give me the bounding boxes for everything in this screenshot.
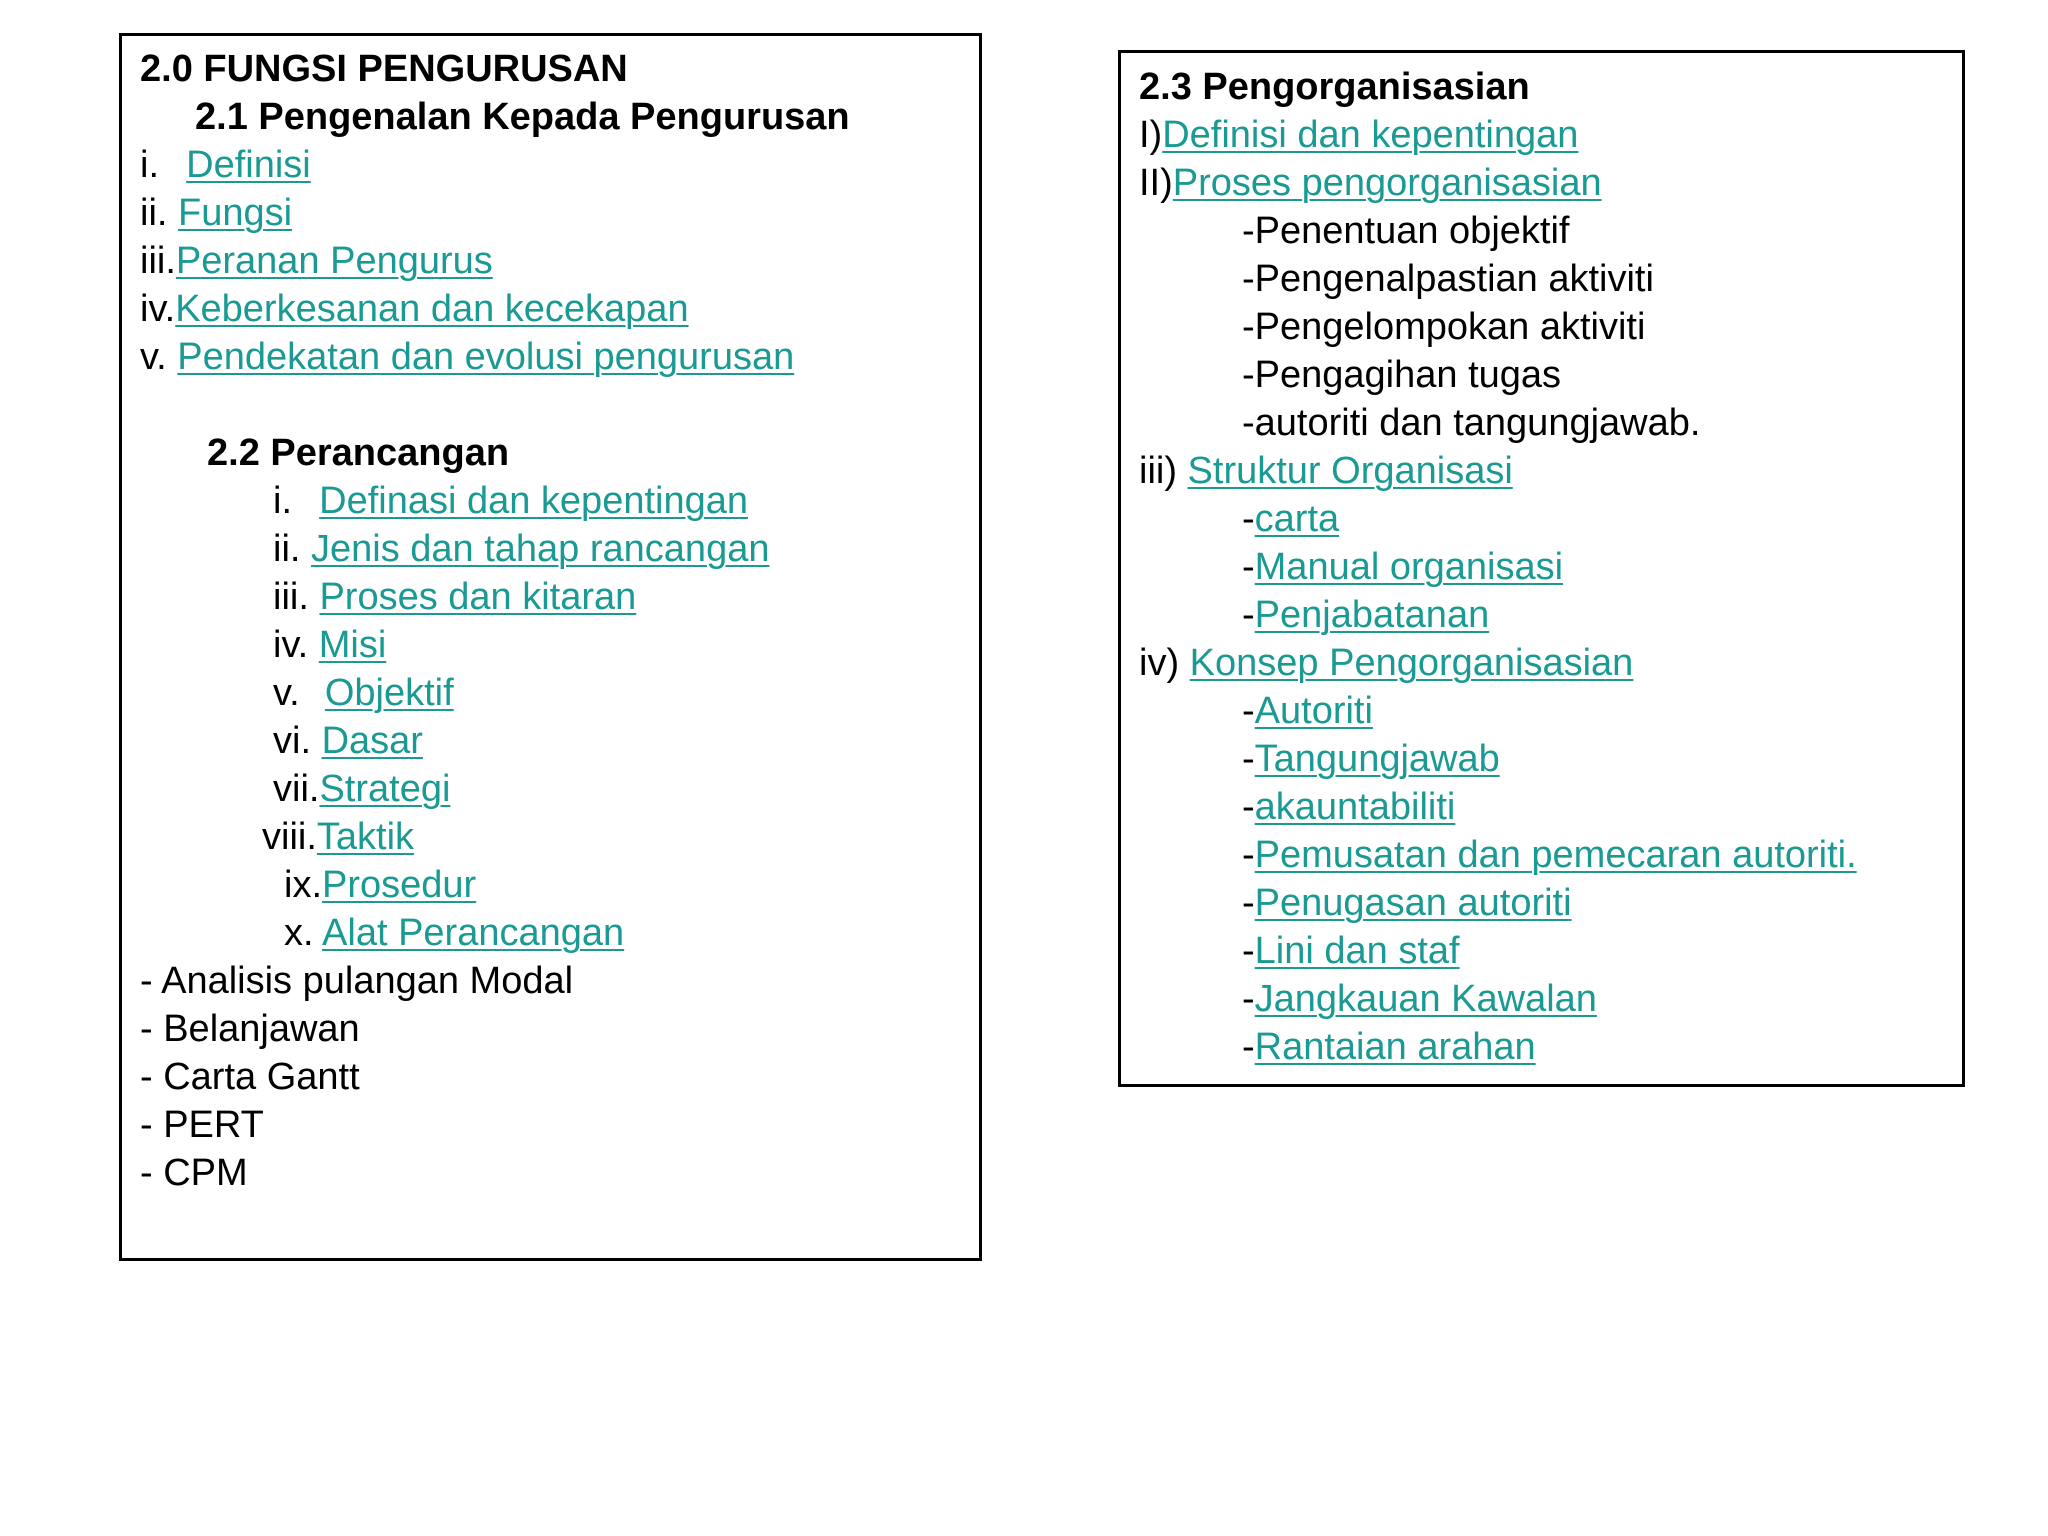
section-2-2-title: 2.2 Perancangan	[207, 432, 510, 474]
link-alat-perancangan[interactable]: Alat Perancangan	[322, 912, 625, 954]
link-jenis-dan-tahap-rancangan[interactable]: Jenis dan tahap rancangan	[311, 528, 770, 570]
section-2-1-title: 2.1 Pengenalan Kepada Pengurusan	[195, 96, 850, 138]
item-prefix: ii.	[140, 192, 178, 234]
link-pendekatan-dan-evolusi-pengurusan[interactable]: Pendekatan dan evolusi pengurusan	[177, 336, 795, 378]
tool-item: - Analisis pulangan Modal	[140, 960, 574, 1002]
process-step: -Pengelompokan aktiviti	[1242, 306, 1646, 348]
item-prefix: II)	[1139, 162, 1173, 204]
process-step: -Pengagihan tugas	[1242, 354, 1562, 396]
link-strategi[interactable]: Strategi	[319, 768, 451, 810]
dash-marker: -	[1242, 546, 1255, 588]
list-item	[273, 669, 454, 717]
list-item	[1139, 447, 1513, 495]
dash-marker: -	[1242, 594, 1255, 636]
link-struktur-organisasi[interactable]: Struktur Organisasi	[1187, 450, 1513, 492]
item-prefix: iii.	[140, 240, 176, 282]
list-item	[273, 765, 450, 813]
item-prefix: vi.	[273, 720, 322, 762]
list-item	[140, 285, 689, 333]
link-jangkauan-kawalan[interactable]: Jangkauan Kawalan	[1254, 978, 1597, 1020]
dash-marker: -	[1242, 738, 1255, 780]
sub-item	[1242, 831, 1857, 879]
link-definisi[interactable]: Definisi	[186, 144, 311, 186]
sub-item	[1242, 687, 1373, 735]
dash-marker: -	[1242, 786, 1255, 828]
list-item	[140, 189, 292, 237]
link-keberkesanan-dan-kecekapan[interactable]: Keberkesanan dan kecekapan	[175, 288, 689, 330]
link-lini-dan-staf[interactable]: Lini dan staf	[1254, 930, 1460, 972]
link-definasi-dan-kepentingan[interactable]: Definasi dan kepentingan	[319, 480, 748, 522]
item-prefix: i.	[140, 144, 181, 186]
item-prefix: v.	[273, 672, 321, 714]
item-prefix: iv)	[1139, 642, 1190, 684]
sub-item	[1242, 783, 1455, 831]
link-objektif[interactable]: Objektif	[324, 672, 454, 714]
process-step: -Pengenalpastian aktiviti	[1242, 258, 1654, 300]
list-item	[262, 813, 414, 861]
tool-item: - CPM	[140, 1152, 248, 1194]
tool-item: - Carta Gantt	[140, 1056, 360, 1098]
item-prefix: i.	[273, 480, 314, 522]
link-tangungjawab[interactable]: Tangungjawab	[1254, 738, 1500, 780]
sub-item	[1242, 1023, 1536, 1071]
link-fungsi[interactable]: Fungsi	[178, 192, 293, 234]
list-item	[284, 861, 476, 909]
item-prefix: iv.	[273, 624, 319, 666]
link-proses-pengorganisasian[interactable]: Proses pengorganisasian	[1172, 162, 1602, 204]
link-manual-organisasi[interactable]: Manual organisasi	[1254, 546, 1564, 588]
dash-marker: -	[1242, 498, 1255, 540]
dash-marker: -	[1242, 690, 1255, 732]
heading-pengorganisasian: 2.3 Pengorganisasian	[1139, 66, 1530, 108]
list-item	[273, 621, 386, 669]
item-prefix: iii.	[273, 576, 320, 618]
link-autoriti[interactable]: Autoriti	[1254, 690, 1373, 732]
link-carta[interactable]: carta	[1254, 498, 1340, 540]
item-prefix: vii.	[273, 768, 320, 810]
list-item	[140, 141, 311, 189]
dash-marker: -	[1242, 882, 1255, 924]
item-prefix: ix.	[284, 864, 322, 906]
list-item	[1139, 111, 1578, 159]
item-prefix: v.	[140, 336, 178, 378]
sub-item	[1242, 975, 1597, 1023]
tool-item: - PERT	[140, 1104, 264, 1146]
link-penjabatanan[interactable]: Penjabatanan	[1254, 594, 1490, 636]
list-item	[140, 333, 794, 381]
item-prefix: I)	[1139, 114, 1163, 156]
tool-item: - Belanjawan	[140, 1008, 360, 1050]
link-konsep-pengorganisasian[interactable]: Konsep Pengorganisasian	[1189, 642, 1634, 684]
sub-item	[1242, 879, 1572, 927]
dash-marker: -	[1242, 930, 1255, 972]
link-prosedur[interactable]: Prosedur	[322, 864, 477, 906]
list-item	[284, 909, 624, 957]
list-item	[1139, 639, 1633, 687]
dash-marker: -	[1242, 1026, 1255, 1068]
link-pemusatan-dan-pemecaran-autoriti[interactable]: Pemusatan dan pemecaran autoriti.	[1254, 834, 1857, 876]
item-prefix: viii.	[262, 816, 317, 858]
dash-marker: -	[1242, 834, 1255, 876]
link-dasar[interactable]: Dasar	[321, 720, 423, 762]
list-item	[273, 525, 769, 573]
list-item	[140, 237, 493, 285]
sub-item	[1242, 591, 1489, 639]
link-misi[interactable]: Misi	[318, 624, 387, 666]
heading-fungsi-pengurusan: 2.0 FUNGSI PENGURUSAN	[140, 48, 628, 90]
process-step: -autoriti dan tangungjawab.	[1242, 402, 1701, 444]
sub-item	[1242, 927, 1460, 975]
link-definisi-dan-kepentingan[interactable]: Definisi dan kepentingan	[1162, 114, 1579, 156]
list-item	[273, 717, 423, 765]
link-akauntabiliti[interactable]: akauntabiliti	[1254, 786, 1456, 828]
link-rantaian-arahan[interactable]: Rantaian arahan	[1254, 1026, 1536, 1068]
list-item	[1139, 159, 1602, 207]
item-prefix: ii.	[273, 528, 311, 570]
item-prefix: x.	[284, 912, 323, 954]
item-prefix: iv.	[140, 288, 176, 330]
link-proses-dan-kitaran[interactable]: Proses dan kitaran	[319, 576, 637, 618]
link-peranan-pengurus[interactable]: Peranan Pengurus	[175, 240, 493, 282]
process-step: -Penentuan objektif	[1242, 210, 1570, 252]
sub-item	[1242, 735, 1500, 783]
dash-marker: -	[1242, 978, 1255, 1020]
list-item	[273, 573, 636, 621]
item-prefix: iii)	[1139, 450, 1188, 492]
sub-item	[1242, 495, 1339, 543]
list-item	[273, 477, 748, 525]
link-penugasan-autoriti[interactable]: Penugasan autoriti	[1254, 882, 1572, 924]
link-taktik[interactable]: Taktik	[316, 816, 415, 858]
sub-item	[1242, 543, 1563, 591]
